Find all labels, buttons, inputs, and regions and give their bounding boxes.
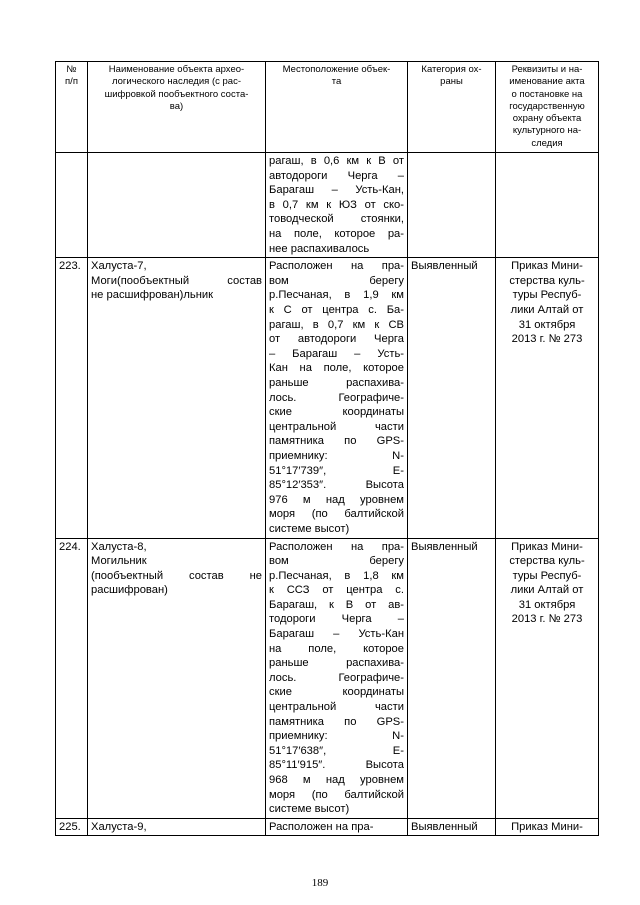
cell-line: №: [66, 64, 77, 75]
cell-category: Выявленный: [408, 818, 496, 836]
cell-line: 85°12′353″. Высота: [269, 479, 404, 492]
cell-line: моря (по балтийской: [269, 788, 404, 801]
cell-line: вом берегу: [269, 555, 404, 568]
cell-line: системе высот): [269, 803, 350, 816]
cell-line: п/п: [65, 76, 78, 88]
header-number: [56, 62, 88, 153]
cell-line: системе высот): [269, 522, 350, 535]
cell-line: 51°17′638″, E-: [269, 744, 404, 757]
continuation-row: [56, 153, 599, 258]
cell-line: не расшифрован)льник: [91, 289, 214, 302]
table-row: [56, 258, 599, 538]
cell-line: лики Алтай от: [510, 584, 584, 597]
cell-line: товодческой стоянки,: [269, 213, 404, 226]
cell-line: от автодороги Черга: [269, 333, 404, 346]
cell-line: логического наследия (с рас-: [112, 76, 241, 88]
cell-number: 225.: [56, 818, 88, 836]
page-number: 189: [311, 877, 329, 889]
cell-line: рагаш, в 0,6 км к В от: [269, 155, 404, 168]
cell-line: 31 октября: [518, 598, 576, 611]
cell-line: раньше распахива-: [269, 657, 404, 670]
header-location: [266, 62, 408, 153]
cell-line: стерства куль-: [509, 274, 585, 287]
table-row: [56, 818, 599, 836]
cell-line: тодороги Черга –: [269, 613, 404, 626]
cell-line: Расположен на пра-: [269, 540, 404, 553]
cell-line: Барагаш – Усть-Кан,: [269, 184, 404, 197]
cell-line: раньше распахива-: [269, 376, 404, 389]
cell-line: шифровкой пообъектного соста-: [104, 88, 249, 100]
cell-line: раны: [440, 76, 463, 88]
cell-line: Приказ Мини-: [511, 820, 583, 833]
cell-line: приемнику: N-: [269, 730, 404, 743]
cell-category: [408, 153, 496, 258]
cell-line: расшифрован): [91, 584, 168, 597]
cell-line: туры Респуб-: [512, 289, 582, 302]
header-category: [408, 62, 496, 153]
cell-line: к С от центра с. Ба-: [269, 304, 404, 317]
cell-category: Выявленный: [408, 538, 496, 818]
cell-line: Халуста-9,: [91, 820, 147, 833]
cell-line: Халуста-8,: [91, 540, 147, 553]
cell-line: лось. Географиче-: [269, 671, 404, 684]
cell-line: о постановке на: [511, 88, 583, 100]
cell-line: лики Алтай от: [510, 304, 584, 317]
cell-location: [266, 258, 408, 538]
cell-line: памятника по GPS-: [269, 715, 404, 728]
cell-line: 976 м над уровнем: [269, 493, 404, 506]
cell-line: 2013 г. № 273: [511, 613, 583, 626]
cell-line: лось. Географиче-: [269, 391, 404, 404]
cell-line: 968 м над уровнем: [269, 774, 404, 787]
cell-line: 85°11′915″. Высота: [269, 759, 404, 772]
cell-line: р.Песчаная, в 1,9 км: [269, 289, 404, 302]
header-act: [496, 62, 599, 153]
cell-line: Наименование объекта архео-: [108, 64, 245, 75]
cell-line: Барагаш, к В от ав-: [269, 598, 404, 611]
cell-line: моря (по балтийской: [269, 508, 404, 521]
cell-act: [496, 258, 599, 538]
cell-line: ские координаты: [269, 406, 404, 419]
cell-line: следия: [531, 137, 563, 149]
cell-line: вом берегу: [269, 274, 404, 287]
table-header-row: [56, 62, 599, 153]
cell-line: именование акта: [509, 76, 585, 88]
cell-line: (пообъектный состав не: [91, 569, 262, 582]
cell-line: государственную: [509, 100, 585, 112]
cell-line: 31 октября: [518, 318, 576, 331]
heritage-table: [55, 61, 599, 836]
cell-line: Расположен на пра-: [269, 820, 374, 833]
cell-line: приемнику: N-: [269, 449, 404, 462]
cell-act: [496, 538, 599, 818]
cell-object-name: [88, 153, 266, 258]
cell-line: нее распахивалось: [269, 242, 370, 255]
cell-location: [266, 153, 408, 258]
cell-object-name: [88, 538, 266, 818]
cell-line: Расположен на пра-: [269, 260, 404, 273]
cell-act: [496, 818, 599, 836]
cell-line: ские координаты: [269, 686, 404, 699]
cell-line: автодороги Черга –: [269, 169, 404, 182]
cell-object-name: [88, 258, 266, 538]
cell-line: 51°17′739″, E-: [269, 464, 404, 477]
cell-line: Могильник: [91, 555, 147, 568]
cell-line: Приказ Мини-: [511, 260, 583, 273]
cell-line: центральной части: [269, 420, 404, 433]
cell-location: [266, 818, 408, 836]
cell-line: Приказ Мини-: [511, 540, 583, 553]
cell-number: 223.: [56, 258, 88, 538]
cell-line: та: [331, 76, 342, 88]
cell-number: 224.: [56, 538, 88, 818]
cell-line: рагаш, в 0,7 км к СВ: [269, 318, 404, 331]
cell-line: в 0,7 км к ЮЗ от ско-: [269, 198, 404, 211]
cell-line: туры Респуб-: [512, 569, 582, 582]
cell-line: – Барагаш – Усть-: [269, 347, 404, 360]
cell-line: Реквизиты и на-: [511, 64, 583, 75]
cell-line: Моги(пообъектный состав: [91, 274, 262, 287]
header-object-name: [88, 62, 266, 153]
cell-line: на поле, которое ра-: [269, 228, 404, 241]
cell-line: охрану объекта: [512, 113, 582, 125]
cell-location: [266, 538, 408, 818]
cell-line: Категория ох-: [421, 64, 482, 75]
table-row: [56, 538, 599, 818]
cell-line: р.Песчаная, в 1,8 км: [269, 569, 404, 582]
cell-act: [496, 153, 599, 258]
cell-line: 2013 г. № 273: [511, 333, 583, 346]
cell-line: стерства куль-: [509, 555, 585, 568]
cell-line: Кан на поле, которое: [269, 362, 404, 375]
cell-line: Халуста-7,: [91, 260, 147, 273]
cell-line: к ССЗ от центра с.: [269, 584, 404, 597]
cell-line: центральной части: [269, 701, 404, 714]
cell-line: на поле, которое: [269, 642, 404, 655]
cell-line: Местоположение объек-: [282, 64, 391, 75]
cell-line: ва): [169, 100, 184, 112]
cell-line: Барагаш – Усть-Кан: [269, 628, 404, 641]
cell-line: памятника по GPS-: [269, 435, 404, 448]
cell-line: культурного на-: [512, 125, 582, 137]
cell-category: Выявленный: [408, 258, 496, 538]
cell-number: [56, 153, 88, 258]
cell-object-name: [88, 818, 266, 836]
